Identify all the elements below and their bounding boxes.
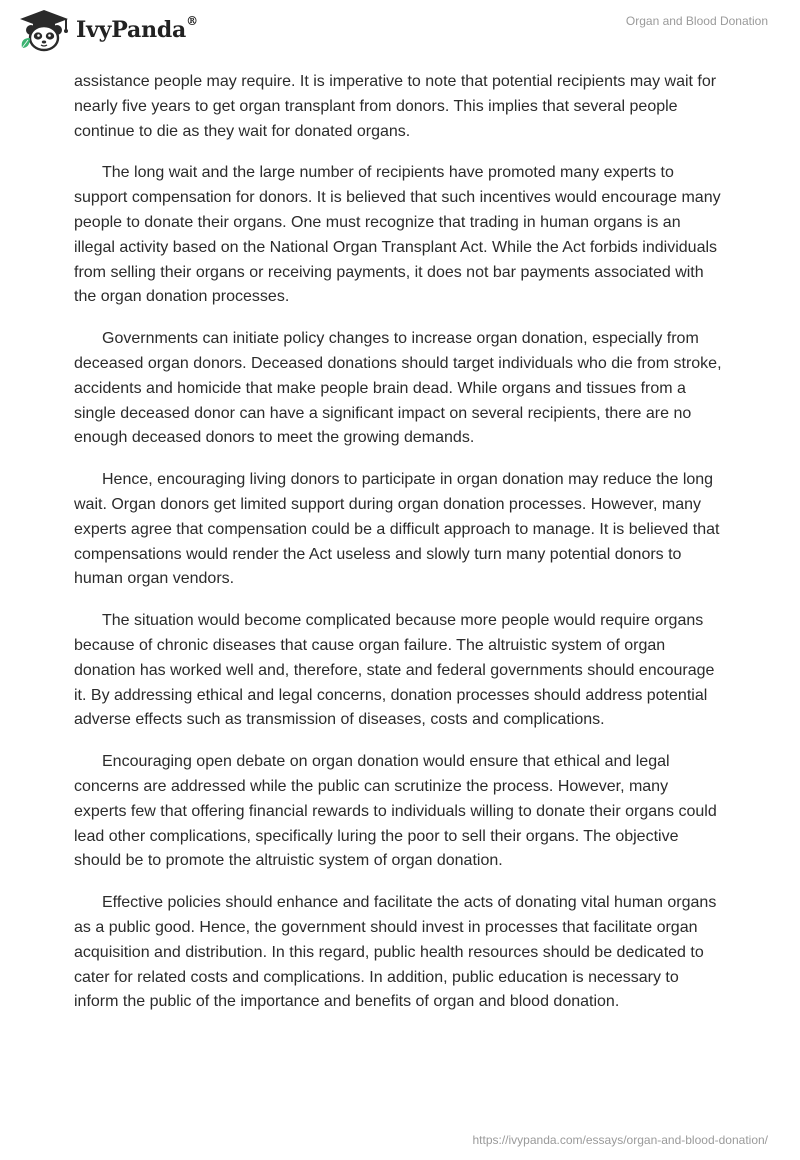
paragraph-continuation: assistance people may require. It is imperative to note that potential recipients may wait for nearly five years to get organ transplant from donors. This implies that several people continue to die as they wait for donated organs. <box>74 73 717 140</box>
document-title: Organ and Blood Donation <box>625 14 768 28</box>
paragraph: The long wait and the large number of recipients have promoted many experts to support compensation for donors. It is believed that such incentives would encourage many people to donate their organs. One must recognize that trading in human organs is an illegal activity based on the National Organ Transplant Act. While the Act forbids individuals from selling their organs or receiving payments, it does not bar payments associated with the organ donation processes. <box>74 164 721 306</box>
ivypanda-logo[interactable] <box>14 8 198 52</box>
source-url-link[interactable]: https://ivypanda.com/essays/organ-and-blood-donation/ <box>472 1133 768 1147</box>
paragraph: Encouraging open debate on organ donation would ensure that ethical and legal concerns are addressed while the public can scrutinize the process. However, many experts few that offering financial rewards to individuals willing to donate their organs could lead other complications, specifically luring the poor to sell their organs. The objective should be to promote the altruistic system of organ donation. <box>74 753 717 870</box>
page-header <box>0 0 800 60</box>
brand-name: IvyPanda® <box>76 13 198 43</box>
paragraph: Governments can initiate policy changes to increase organ donation, especially from deceased organ donors. Deceased donations should target individuals who die from stroke, accidents and homicide that make people brain dead. While organs and tissues from a single deceased donor can have a significant impact on several recipients, there are no enough deceased donors to meet the growing demands. <box>74 330 722 447</box>
paragraph: Effective policies should enhance and facilitate the acts of donating vital human organs as a public good. Hence, the government should invest in processes that facilitate organ acquisition and distribution. In this regard, public health resources should be dedicated to cater for related costs and complications. In addition, public education is necessary to inform the public of the importance and benefits of organ and blood donation. <box>74 894 717 1011</box>
paragraph: Hence, encouraging living donors to participate in organ donation may reduce the long wait. Organ donors get limited support during organ donation processes. However, many experts agree that compensation could be a difficult approach to manage. It is believed that compensations would render the Act useless and slowly turn many potential donors to human organ vendors. <box>74 471 720 588</box>
essay-body <box>74 70 724 1032</box>
paragraph: The situation would become complicated because more people would require organs because of chronic diseases that cause organ failure. The altruistic system of organ donation has worked well and, therefore, state and federal governments should encourage it. By addressing ethical and legal concerns, donation processes should address potential adverse effects such as transmission of diseases, costs and complications. <box>74 612 715 729</box>
panda-graduate-icon <box>14 8 74 52</box>
